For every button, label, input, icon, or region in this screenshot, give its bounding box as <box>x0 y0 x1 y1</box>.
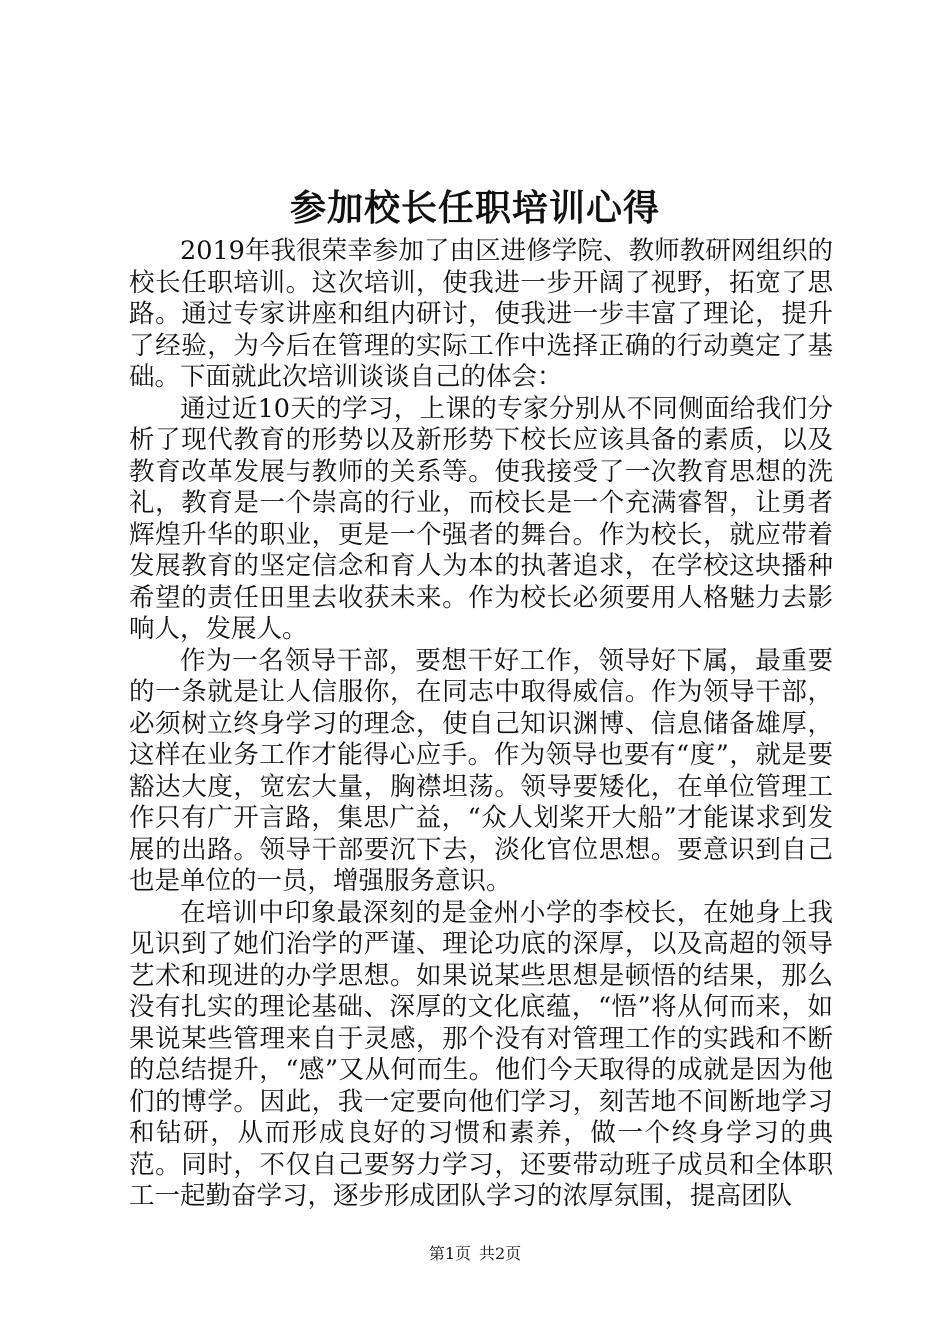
paragraph-study: 通过近10天的学习，上课的专家分别从不同侧面给我们分析了现代教育的形势以及新形势下校长应该具备的素质，以及教育改革发展与教师的关系等。使我接受了一次教育思想的洗礼，教育是一个崇高的行业，而校长是一个充满睿智，让勇者辉煌升华的职业，更是一个强者的舞台。作为校长，就应带着发展教育的坚定信念和育人为本的执著追求，在学校这块播种希望的责任田里去收获未来。作为校长必须要用人格魅力去影响人，发展人。 <box>129 393 833 644</box>
paragraph-leadership: 作为一名领导干部，要想干好工作，领导好下属，最重要的一条就是让人信服你，在同志中取得威信。作为领导干部，必须树立终身学习的理念，使自己知识渊博、信息储备雄厚，这样在业务工作才能得心应手。作为领导也要有“度”，就是要豁达大度，宽宏大量，胸襟坦荡。领导要矮化，在单位管理工作只有广开言路，集思广益，“众人划桨开大船”才能谋求到发展的出路。领导干部要沉下去，淡化官位思想。要意识到自己也是单位的一员，增强服务意识。 <box>129 645 833 896</box>
document-body <box>129 236 833 1213</box>
page-number-total: 共2页 <box>479 1244 522 1263</box>
paragraph-intro: 2019年我很荣幸参加了由区进修学院、教师教研网组织的校长任职培训。这次培训，使我进一步开阔了视野，拓宽了思路。通过专家讲座和组内研讨，使我进一步丰富了理论，提升了经验，为今后在管理的实际工作中选择正确的行动奠定了基础。下面就此次培训谈谈自己的体会： <box>129 236 833 392</box>
page-footer <box>0 1243 950 1265</box>
page-number-current: 第1页 <box>428 1244 471 1263</box>
paragraph-impression: 在培训中印象最深刻的是金州小学的李校长，在她身上我见识到了她们治学的严谨、理论功底的深厚，以及高超的领导艺术和现进的办学思想。如果说某些思想是顿悟的结果，那么没有扎实的理论基础、深厚的文化底蕴，“悟”将从何而来，如果说某些管理来自于灵感，那个没有对管理工作的实践和不断的总结提升，“感”又从何而生。他们今天取得的成就是因为他们的博学。因此，我一定要向他们学习，刻苦地不间断地学习和钻研，从而形成良好的习惯和素养，做一个终身学习的典范。同时，不仅自己要努力学习，还要带动班子成员和全体职工一起勤奋学习，逐步形成团队学习的浓厚氛围，提高团队 <box>129 897 833 1211</box>
document-title: 参加校长任职培训心得 <box>289 187 660 229</box>
